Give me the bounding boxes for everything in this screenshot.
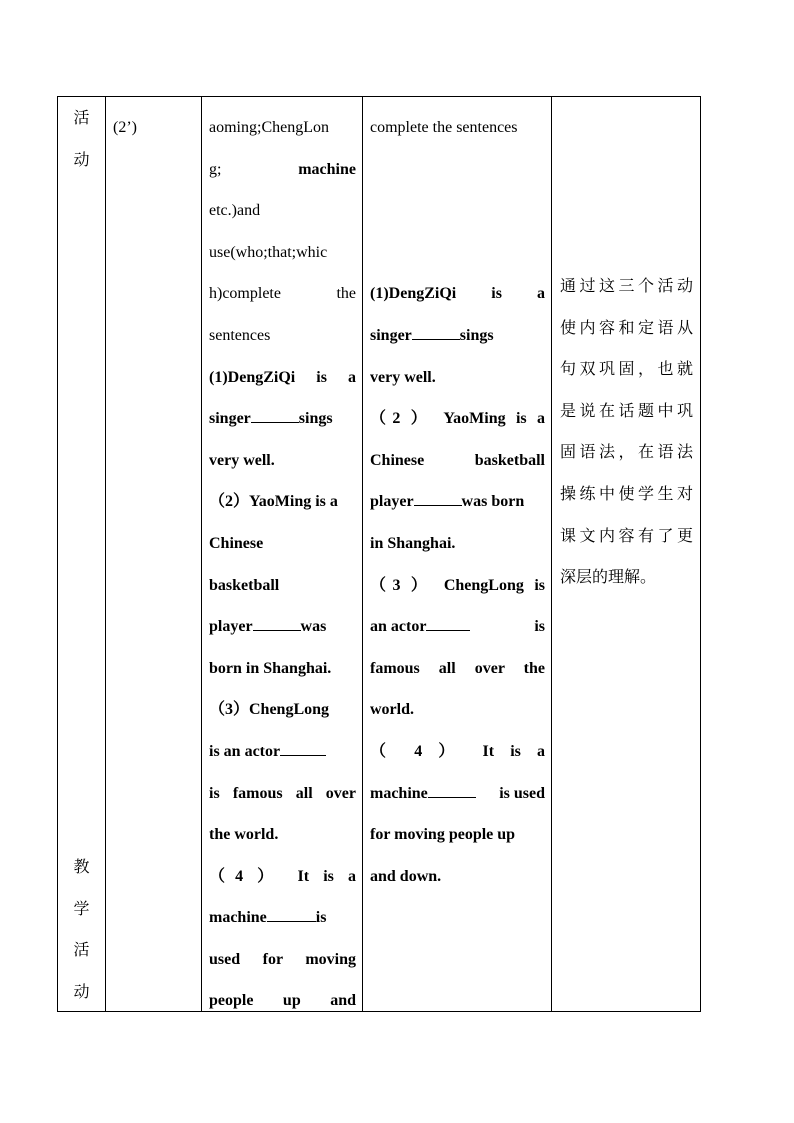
note-line: 是说在话题中巩 [560, 400, 693, 420]
teacher-activity-column [362, 97, 551, 1011]
spacer-line [370, 190, 545, 232]
activity-line: machine is [209, 897, 356, 939]
top-label [58, 97, 105, 180]
activity-line: （4 ） It is a [209, 867, 356, 885]
note-line: 深层的理解。 [560, 567, 657, 587]
activity-label-column [58, 97, 105, 1011]
note-line: 操练中使学生对 [560, 483, 693, 503]
design-intent-column [551, 97, 701, 1011]
activity-line: h)complete the [209, 285, 356, 303]
answer-blank[interactable] [412, 322, 460, 340]
note-line: 使内容和定语从 [560, 317, 693, 337]
bottom-label-char: 学 [73, 898, 90, 918]
answer-blank[interactable] [428, 780, 476, 798]
activity-line: an actor is [370, 606, 545, 648]
activity-line: complete the sentences [370, 119, 518, 136]
answer-blank[interactable] [414, 489, 462, 507]
activity-line: for moving people up [370, 826, 516, 844]
time-value: (2’) [113, 119, 137, 136]
activity-line: g; machine [209, 160, 356, 178]
spacer-line [370, 232, 545, 274]
activity-line: （2）YaoMing is a [209, 493, 338, 511]
activity-line: （ 4 ） It is a [370, 742, 545, 760]
activity-line: used for moving [209, 950, 356, 968]
answer-blank[interactable] [280, 738, 326, 756]
activity-line: is famous all over [209, 784, 356, 802]
student-activity-column [201, 97, 362, 1011]
top-label-char: 动 [73, 149, 90, 169]
answer-blank[interactable] [426, 613, 470, 631]
spacer-line [370, 149, 545, 191]
activity-line: people up and [209, 992, 356, 1010]
bottom-label-char: 动 [73, 981, 90, 1001]
activity-line: etc.)and [209, 202, 261, 220]
activity-line: player was [209, 606, 356, 648]
activity-line: world. [370, 701, 414, 719]
answer-blank[interactable] [267, 904, 316, 922]
activity-line: singer sings [370, 315, 545, 357]
activity-line: sentences [209, 326, 271, 344]
activity-line: Chinese [209, 534, 264, 552]
activity-line: （2 ） YaoMing is a [370, 410, 545, 428]
activity-line: very well. [209, 451, 275, 469]
note-line: 固语法，在语法 [560, 442, 693, 462]
activity-line: machine is used [370, 773, 545, 815]
activity-line: famous all over the [370, 659, 545, 677]
bottom-label-char: 活 [73, 940, 90, 960]
note-line: 句双巩固，也就 [560, 359, 693, 379]
answer-blank[interactable] [253, 613, 301, 631]
activity-line: （3 ） ChengLong is [370, 576, 545, 594]
activity-line: is an actor [209, 731, 356, 773]
lesson-plan-table [57, 96, 701, 1012]
activity-line: Chinese basketball [370, 451, 545, 469]
activity-line: born in Shanghai. [209, 659, 332, 677]
activity-line: in Shanghai. [370, 534, 456, 552]
activity-line: singer sings [209, 398, 356, 440]
activity-line: (1)DengZiQi is a [209, 368, 356, 386]
bottom-label [58, 846, 105, 1012]
activity-line: player was born [370, 481, 545, 523]
activity-line: and down. [370, 867, 442, 885]
activity-line: aoming;ChengLon [209, 119, 329, 136]
answer-blank[interactable] [251, 405, 299, 423]
activity-line: basketball [209, 576, 280, 594]
note-line: 课文内容有了更 [560, 525, 693, 545]
note-line: 通过这三个活动 [560, 276, 693, 295]
activity-line: very well. [370, 368, 436, 386]
activity-line: the world. [209, 826, 279, 844]
activity-line: （3）ChengLong [209, 701, 330, 719]
activity-line: use(who;that;whic [209, 243, 328, 261]
activity-line: (1)DengZiQi is a [370, 285, 545, 303]
time-column [105, 97, 201, 1011]
top-label-char: 活 [73, 108, 90, 127]
bottom-label-char: 教 [73, 857, 90, 876]
